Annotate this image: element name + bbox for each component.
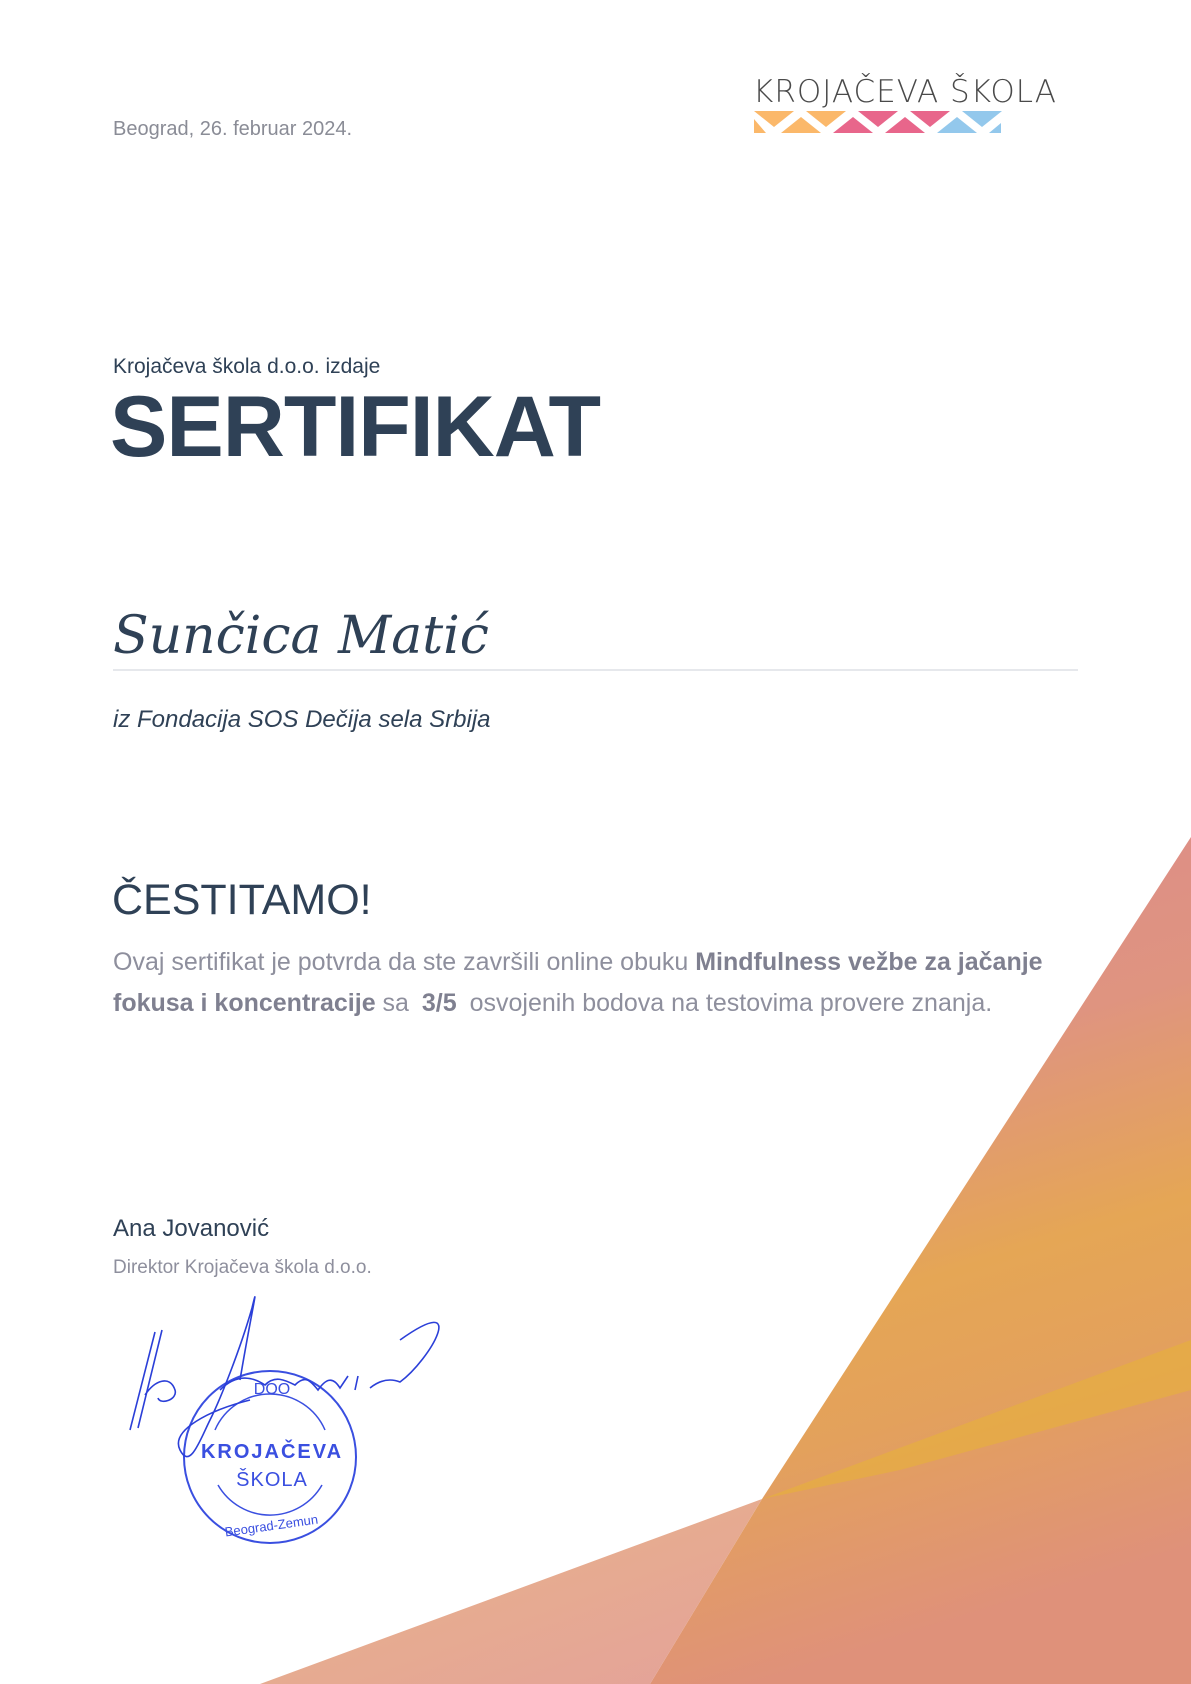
issuer-line: Krojačeva škola d.o.o. izdaje <box>113 355 381 378</box>
stamp-top: DOO <box>253 1381 291 1398</box>
stamp-line2: ŠKOLA <box>236 1469 308 1491</box>
stamp-line1: KROJAČEVA <box>200 1441 344 1463</box>
body-text: sa <box>375 989 416 1017</box>
issue-date: Beograd, 26. februar 2024. <box>113 118 353 140</box>
recipient-organization: iz Fondacija SOS Dečija sela Srbija <box>113 706 491 733</box>
handwritten-signature <box>130 1297 439 1457</box>
signer-name: Ana Jovanović <box>113 1215 270 1242</box>
stamp-line3: Beograd-Zemun <box>223 1511 319 1540</box>
logo-triangles-icon <box>754 111 1004 133</box>
score: 3/5 <box>421 989 457 1017</box>
name-underline <box>113 669 1078 671</box>
logo-text: KROJAČEVA ŠKOLA <box>753 74 1057 110</box>
body-text: Ovaj sertifikat je potvrda da ste završili online obuku <box>113 948 696 976</box>
signer-role: Direktor Krojačeva škola d.o.o. <box>113 1257 372 1278</box>
certificate-body <box>113 942 1093 1024</box>
course-name: Mindfulness vežbe za jačanje fokusa i koncentracije <box>113 948 1043 1017</box>
signature-and-stamp <box>100 1280 460 1560</box>
congrats-heading: ČESTITAMO! <box>112 876 372 924</box>
certificate-title: SERTIFIKAT <box>110 379 601 475</box>
body-text: osvojenih bodova na testovima provere znanja. <box>462 989 993 1017</box>
recipient-name: Sunčica Matić <box>113 606 489 666</box>
